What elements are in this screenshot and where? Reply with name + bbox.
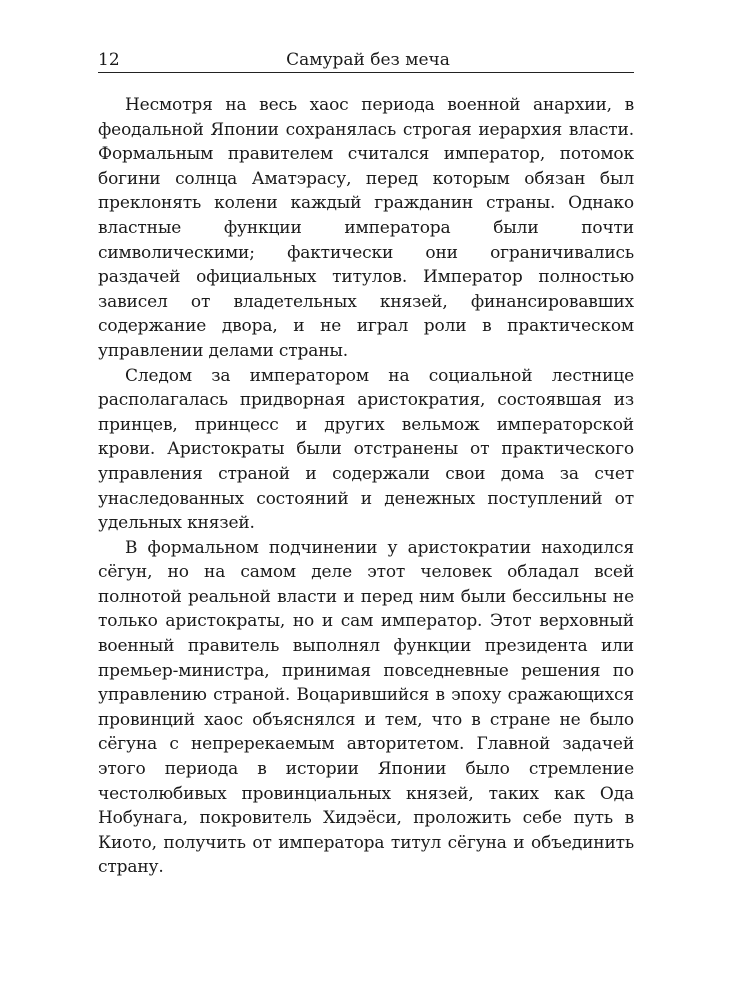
page-header [98,48,634,73]
paragraph: В формальном подчинении у аристократии находился сёгун, но на самом деле этот человек обладал всей полнотой реальной власти и перед ним были бессильны не только аристократы, но и сам император. Этот верховный военный правитель выполнял функции президента или премьер-министра, принимая повседневные решения по управлению страной. Воцарившийся в эпоху сражающихся провинций хаос объяснялся и тем, что в стране не было сёгуна с непререкаемым авторитетом. Главной задачей этого периода в истории Японии было стремление честолюбивых провинциальных князей, таких как Ода Нобунага, покровитель Хидэёси, проложить себе путь в Киото, получить от императора титул сёгуна и объединить страну. [98,537,634,878]
running-title: Самурай без меча [286,50,450,70]
body-text [98,93,634,880]
paragraph: Следом за императором на социальной лестнице располагалась придворная аристократия, состоявшая из принцев, принцесс и других вельмож императорской крови. Аристократы были отстранены от практического управления страной и содержали свои дома за счет унаследованных состояний и денежных поступлений от удельных князей. [98,365,634,534]
page-number: 12 [98,50,120,70]
paragraph: Несмотря на весь хаос периода военной анархии, в феодальной Японии сохранялась строгая иерархия власти. Формальным правителем считался император, потомок богини солнца Аматэрасу, перед которым обязан был преклонять колени каждый гражданин страны. Однако властные функции императора были почти символическими; фактически они ограничивались раздачей официальных титулов. Император полностью зависел от владетельных князей, финансировавших содержание двора, и не играл роли в практическом управлении делами страны. [98,95,634,361]
